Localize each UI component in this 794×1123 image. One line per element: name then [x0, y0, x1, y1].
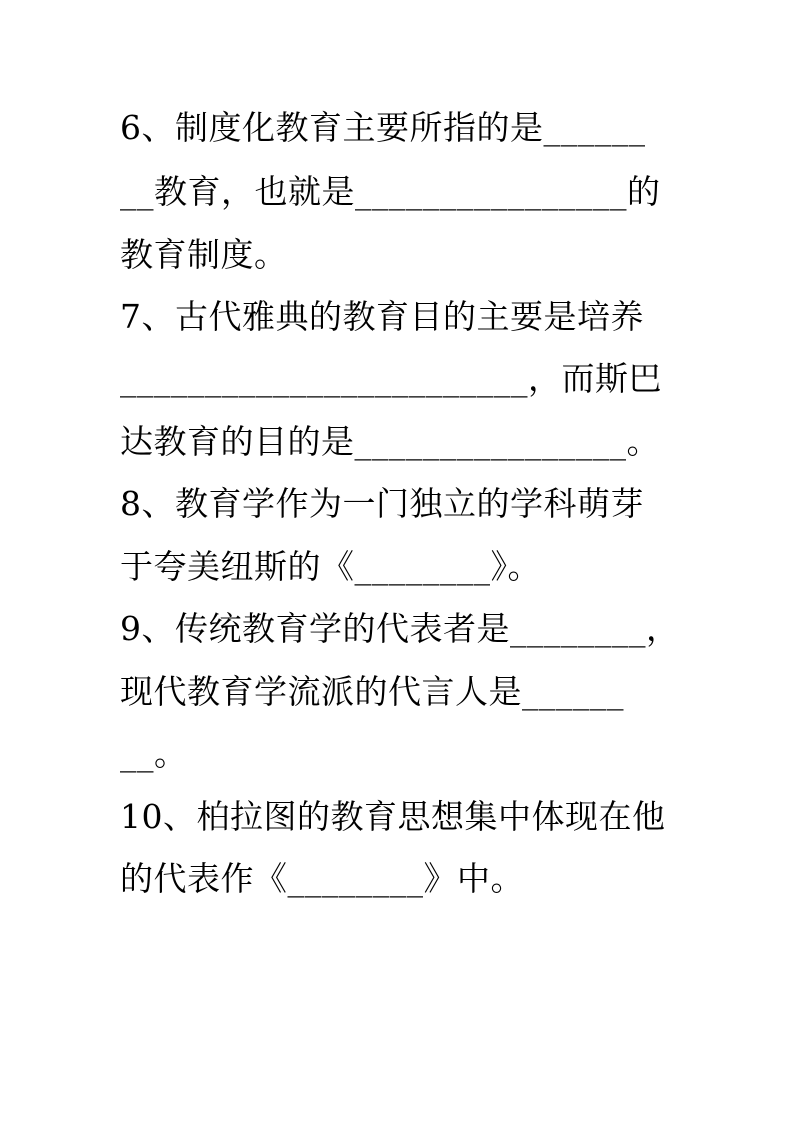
- text-line: 的代表作《________》中。: [120, 859, 524, 898]
- text-line: 9、传统教育学的代表者是________，: [120, 609, 680, 648]
- text-line: 7、古代雅典的教育目的主要是培养: [120, 297, 644, 336]
- text-line: 于夸美纽斯的《________》。: [120, 547, 541, 586]
- text-line: 达教育的目的是________________。: [120, 422, 660, 461]
- text-line: 8、教育学作为一门独立的学科萌芽: [120, 484, 644, 523]
- text-line: 教育制度。: [120, 235, 288, 274]
- text-line: 10、柏拉图的教育思想集中体现在他: [120, 797, 666, 836]
- text-line: __。: [120, 734, 188, 773]
- text-line: __教育，也就是________________的: [120, 172, 661, 211]
- text-line: ________________________，而斯巴: [120, 359, 662, 398]
- text-line: 6、制度化教育主要所指的是______: [120, 108, 646, 147]
- text-line: 现代教育学流派的代言人是______: [120, 672, 624, 711]
